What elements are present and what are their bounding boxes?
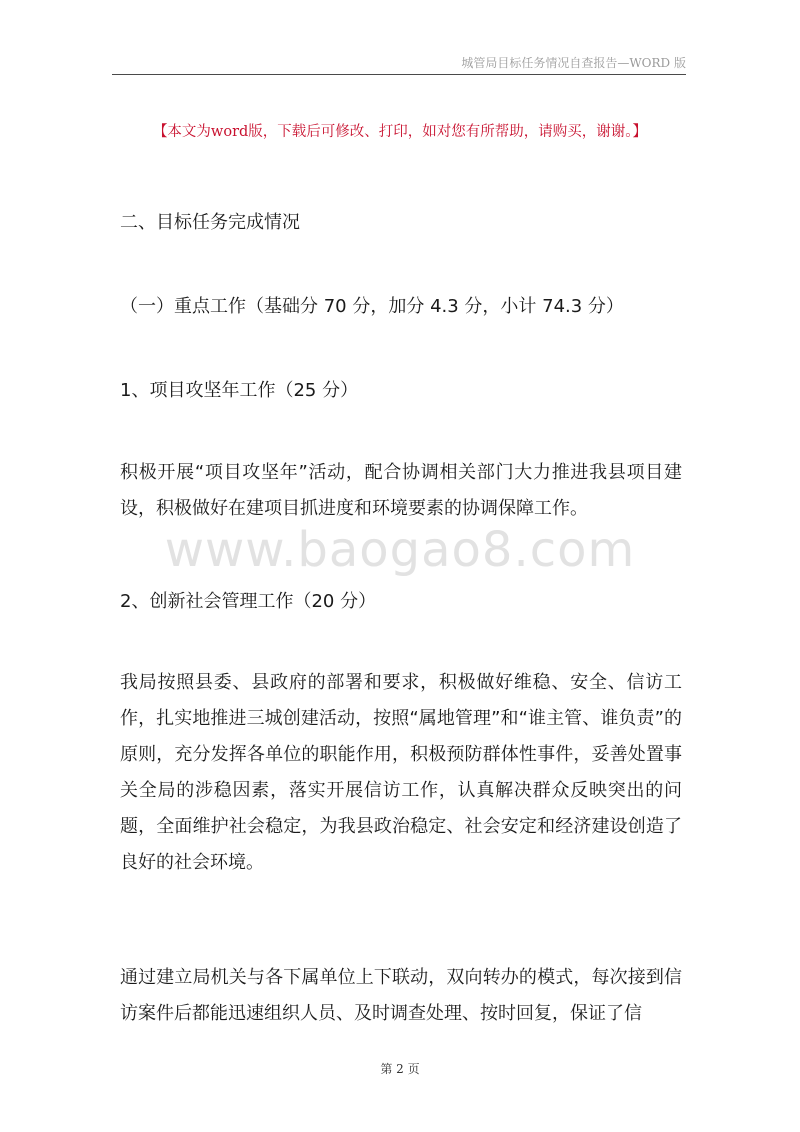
item2-heading: 2、创新社会管理工作（20 分）: [120, 591, 377, 612]
item2-paragraph: 我局按照县委、县政府的部署和要求，积极做好维稳、安全、信访工作，扎实地推进三城创建活动，按照“属地管理”和“谁主管、谁负责”的原则，充分发挥各单位的职能作用，积极预防群体性事件，妥善处置事关全局的涉稳因素，落实开展信访工作，认真解决群众反映突出的问题，全面维护社会稳定，为我县政治稳定、社会安定和经济建设创造了良好的社会环境。: [120, 672, 682, 873]
document-header-title: 城管局目标任务情况自查报告—WORD 版: [461, 56, 686, 70]
item2-paragraph-continued: 通过建立局机关与各下属单位上下联动，双向转办的模式，每次接到信访案件后都能迅速组织人员、及时调查处理、按时回复，保证了信: [120, 967, 682, 1024]
item1-heading: 1、项目攻坚年工作（25 分）: [120, 380, 359, 401]
page-number: 第 2 页: [380, 1062, 420, 1076]
subsection-heading: （一）重点工作（基础分 70 分，加分 4.3 分，小计 74.3 分）: [120, 296, 624, 317]
item1-paragraph: 积极开展“项目攻坚年”活动，配合协调相关部门大力推进我县项目建设，积极做好在建项目抓进度和环境要素的协调保障工作。: [120, 462, 682, 519]
header-divider: [112, 74, 686, 75]
watermark: www.baogao8.com: [164, 522, 636, 578]
section-heading: 二、目标任务完成情况: [120, 212, 300, 233]
purchase-notice: 【本文为word版，下载后可修改、打印，如对您有所帮助，请购买，谢谢。】: [152, 124, 648, 140]
